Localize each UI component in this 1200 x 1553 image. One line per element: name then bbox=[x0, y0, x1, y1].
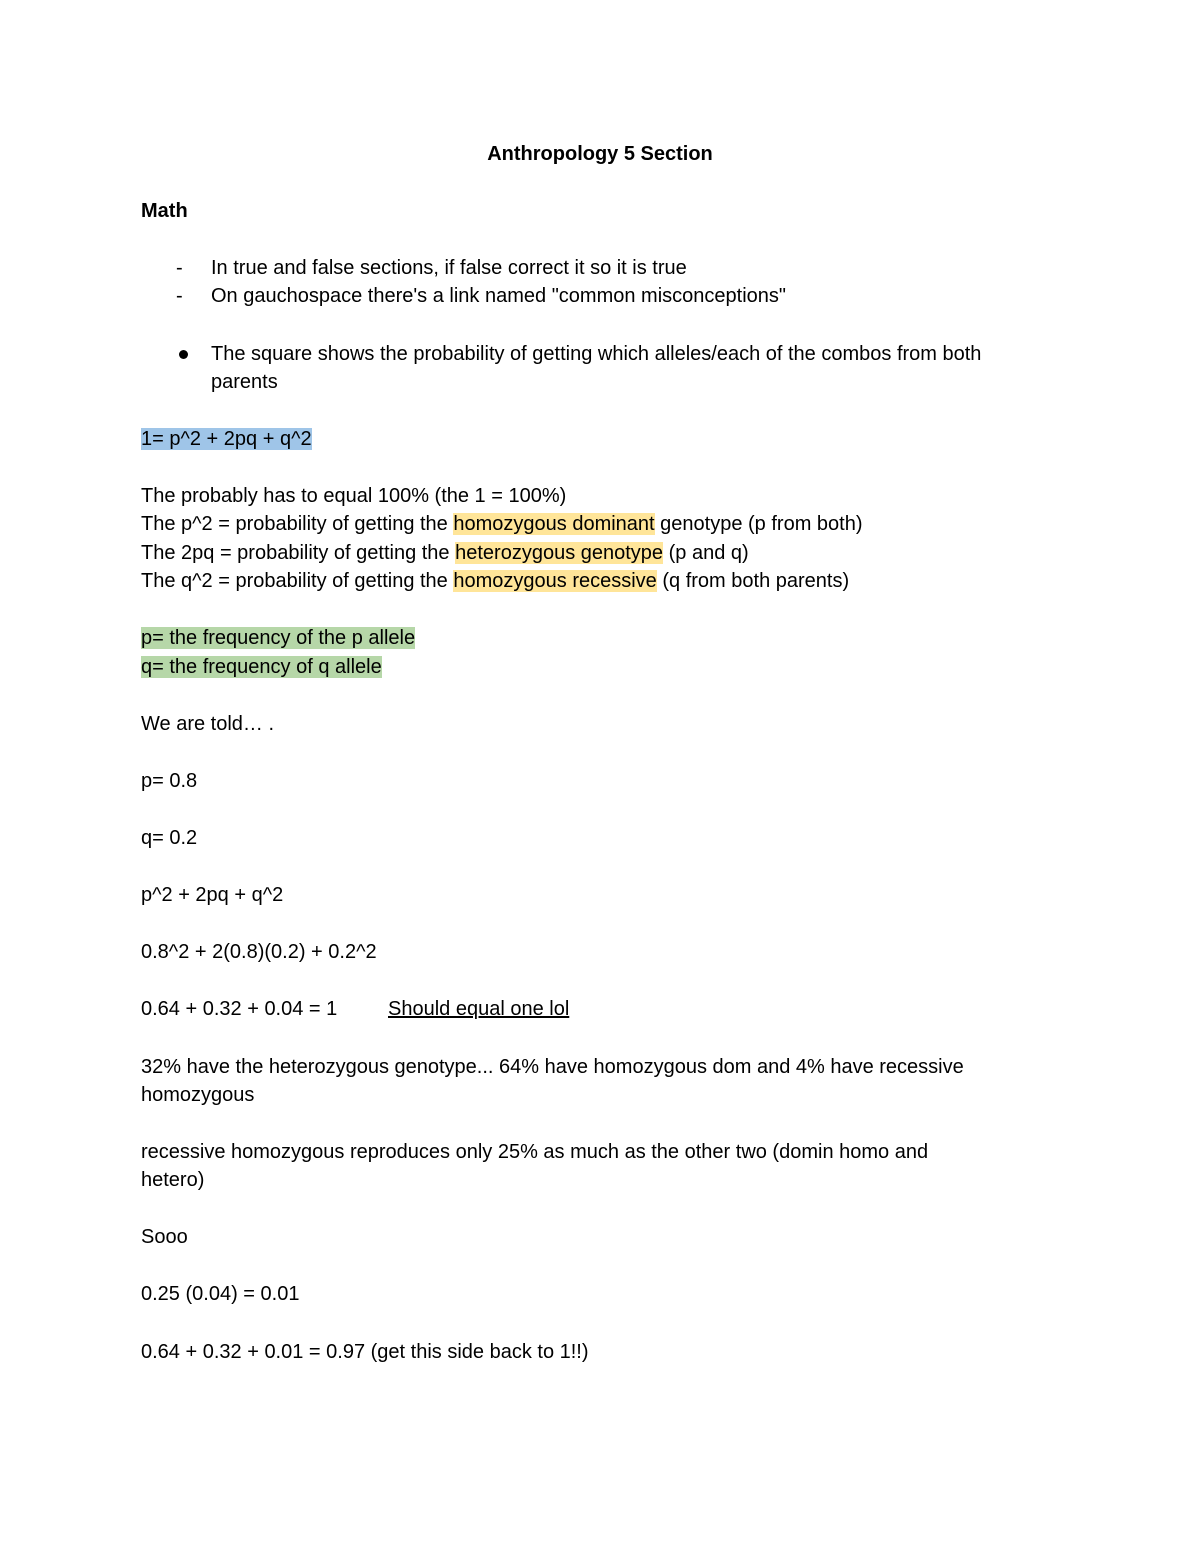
dash-marker: - bbox=[176, 257, 183, 279]
highlighted-definition: p= the frequency of the p allele bbox=[141, 627, 416, 649]
highlighted-term: homozygous recessive bbox=[453, 570, 657, 592]
explanation-text: genotype (p from both) bbox=[654, 513, 863, 535]
work-line: p^2 + 2pq + q^2 bbox=[141, 884, 284, 906]
explanation-line bbox=[141, 510, 863, 538]
bullet-item-line: The square shows the probability of getting which alleles/each of the combos from both bbox=[211, 343, 982, 365]
explanation-line: The probably has to equal 100% (the 1 = 100%) bbox=[141, 485, 567, 507]
dash-item: On gauchospace there's a link named "common misconceptions" bbox=[211, 285, 786, 307]
work-line: We are told… . bbox=[141, 713, 275, 735]
highlighted-definition: q= the frequency of q allele bbox=[141, 656, 382, 678]
bullet-marker bbox=[179, 350, 188, 359]
definition-line bbox=[141, 653, 382, 681]
work-line: 0.25 (0.04) = 0.01 bbox=[141, 1283, 300, 1305]
dash-item: In true and false sections, if false correct it so it is true bbox=[211, 257, 687, 279]
explanation-text: The 2pq = probability of getting the bbox=[141, 542, 456, 564]
work-line: 0.64 + 0.32 + 0.01 = 0.97 (get this side back to 1!!) bbox=[141, 1341, 589, 1363]
explanation-text: The q^2 = probability of getting the bbox=[141, 570, 454, 592]
work-line: hetero) bbox=[141, 1169, 205, 1191]
dash-marker: - bbox=[176, 285, 183, 307]
work-line: 0.8^2 + 2(0.8)(0.2) + 0.2^2 bbox=[141, 941, 377, 963]
work-line: q= 0.2 bbox=[141, 827, 198, 849]
explanation-text: (q from both parents) bbox=[656, 570, 850, 592]
work-line: p= 0.8 bbox=[141, 770, 198, 792]
work-line: 0.64 + 0.32 + 0.04 = 1 bbox=[141, 998, 338, 1020]
document-title: Anthropology 5 Section bbox=[487, 143, 713, 165]
explanation-text: The p^2 = probability of getting the bbox=[141, 513, 454, 535]
highlighted-equation: 1= p^2 + 2pq + q^2 bbox=[141, 428, 312, 450]
explanation-text: (p and q) bbox=[663, 542, 749, 564]
work-line: homozygous bbox=[141, 1084, 255, 1106]
work-line: 32% have the heterozygous genotype... 64% have homozygous dom and 4% have recessive bbox=[141, 1056, 964, 1078]
definition-line bbox=[141, 624, 415, 652]
work-line: recessive homozygous reproduces only 25% as much as the other two (domin homo and bbox=[141, 1141, 929, 1163]
explanation-line bbox=[141, 539, 749, 567]
highlighted-term: homozygous dominant bbox=[453, 513, 655, 535]
bullet-item-line: parents bbox=[211, 371, 278, 393]
section-heading: Math bbox=[141, 200, 188, 222]
underlined-note: Should equal one lol bbox=[388, 998, 570, 1020]
explanation-line bbox=[141, 567, 849, 595]
equation-line bbox=[141, 425, 312, 453]
highlighted-term: heterozygous genotype bbox=[455, 542, 664, 564]
work-line: Sooo bbox=[141, 1226, 188, 1248]
